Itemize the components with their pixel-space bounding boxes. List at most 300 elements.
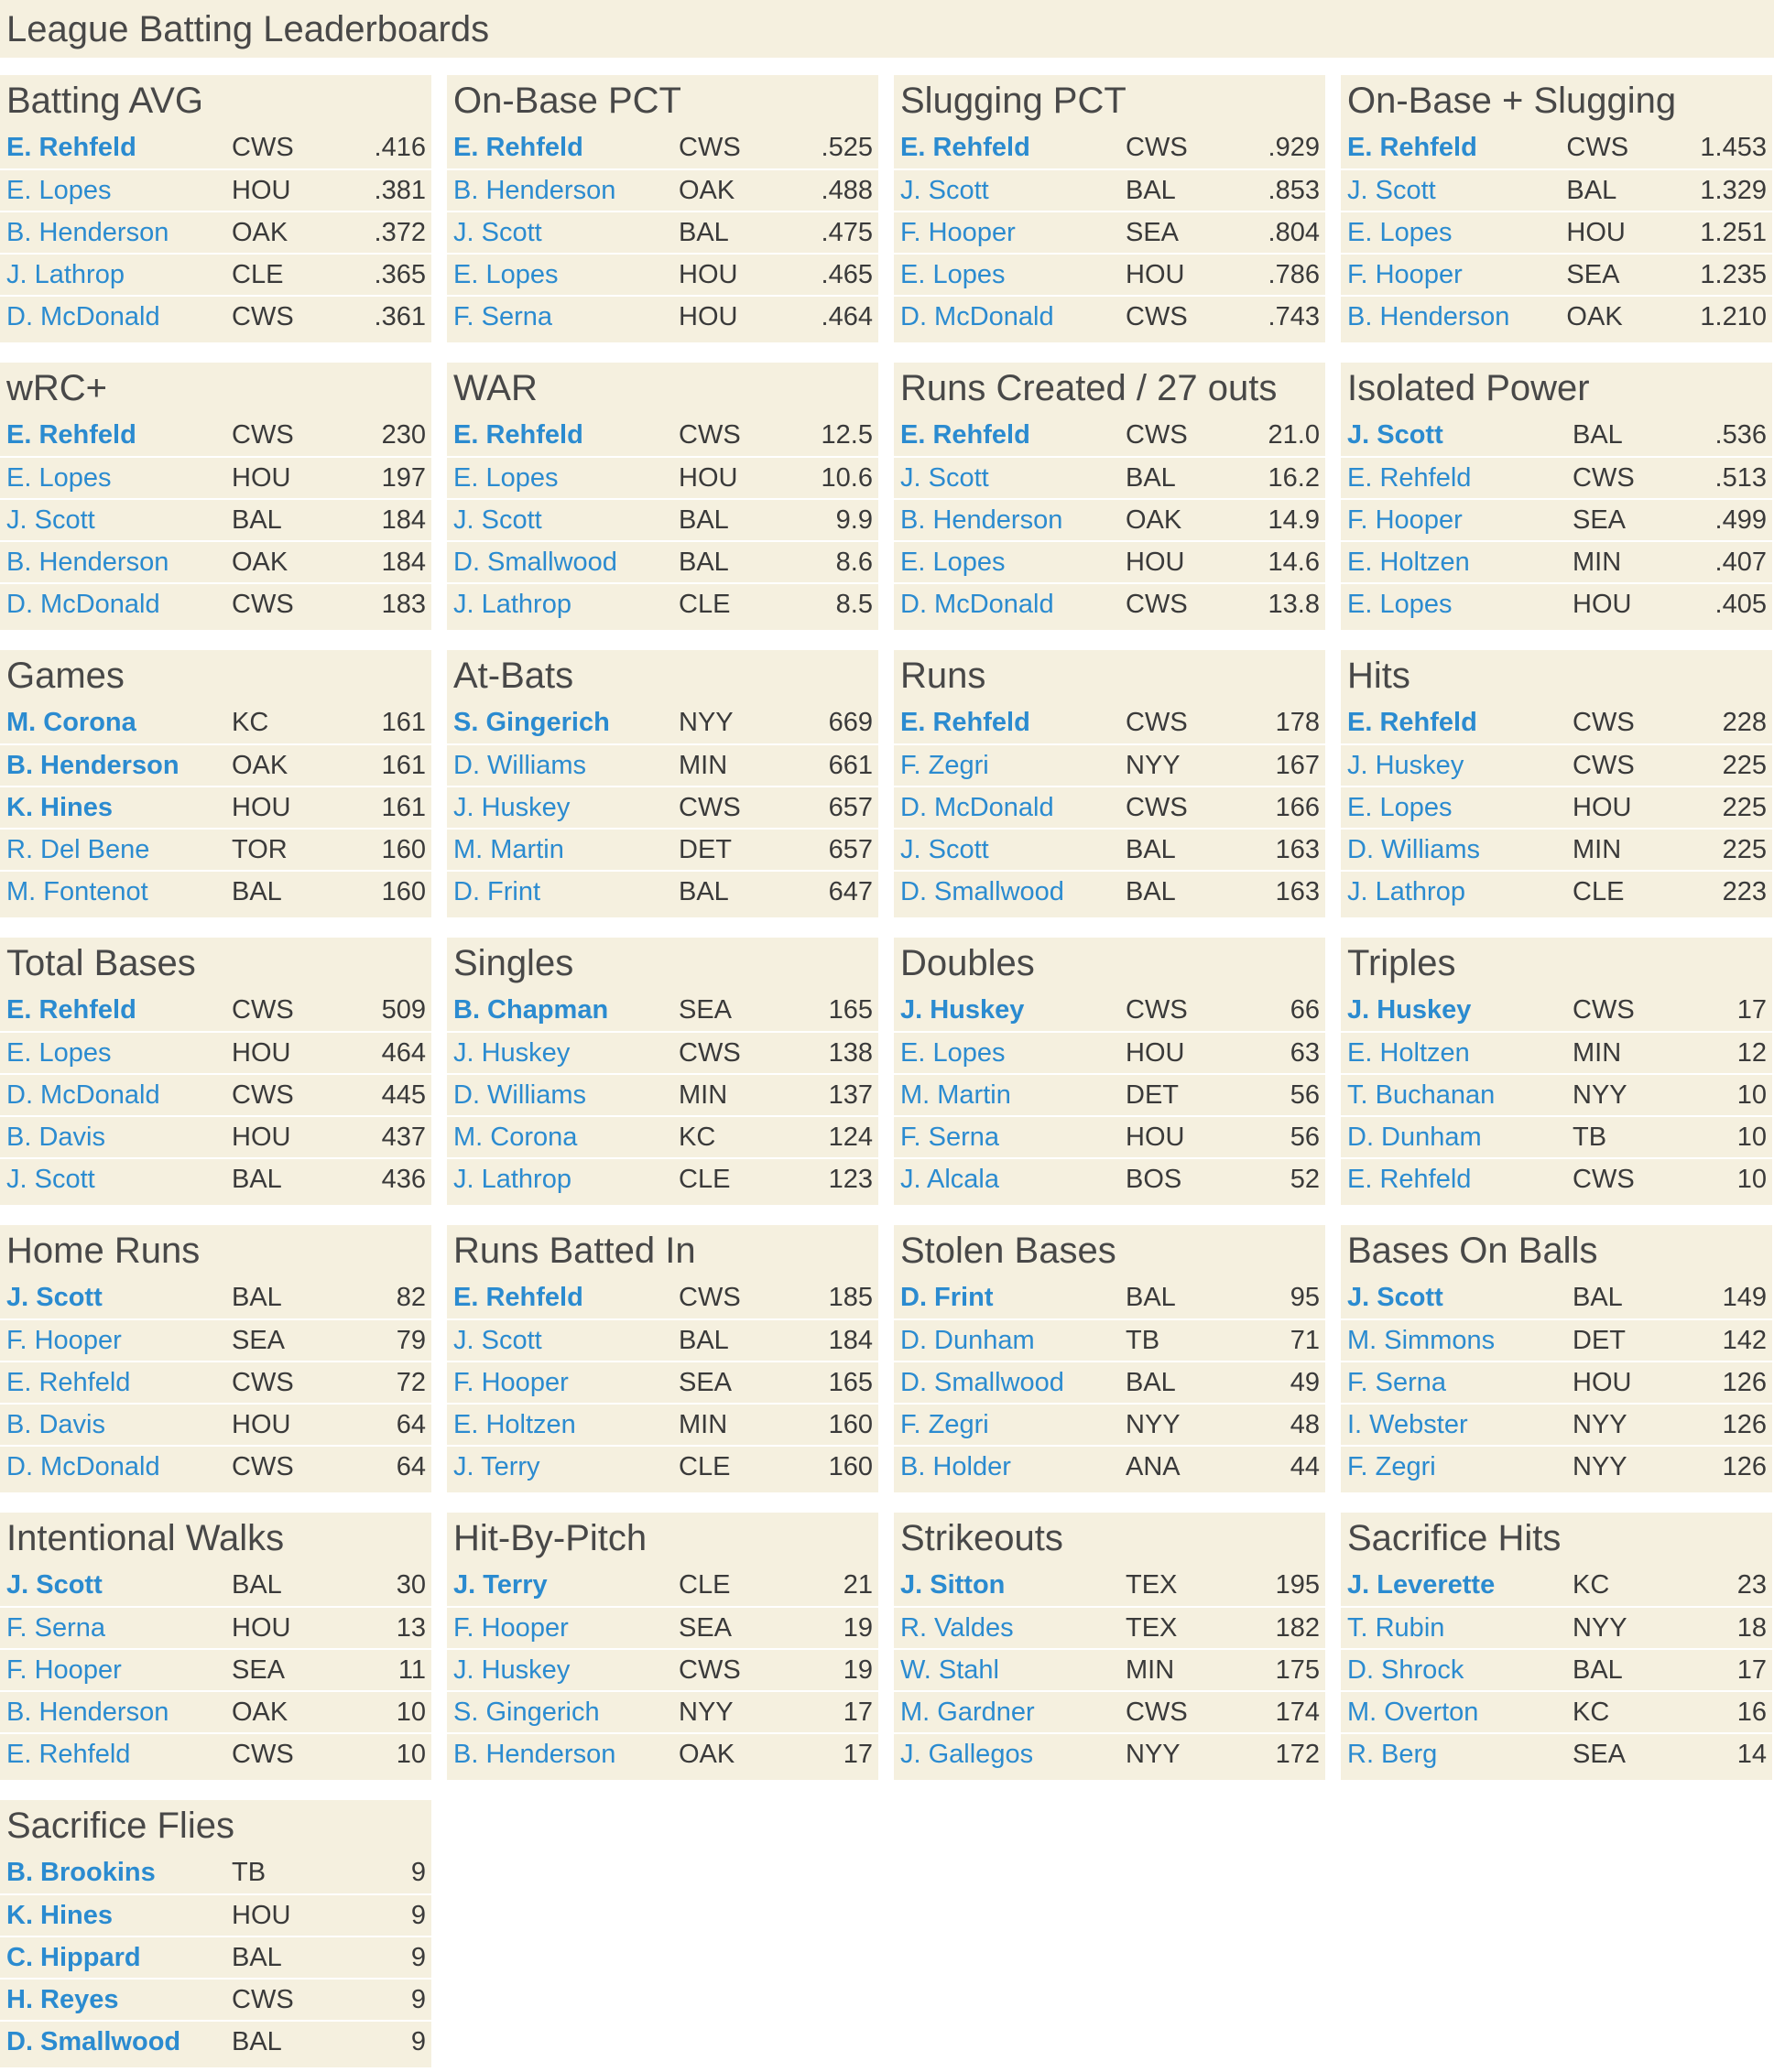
stat-value: 10 (396, 1739, 426, 1769)
player-link[interactable]: R. Valdes (900, 1612, 1014, 1643)
stat-value: 52 (1290, 1164, 1320, 1194)
team-abbrev: CWS (1573, 750, 1635, 780)
stat-value: 44 (1290, 1451, 1320, 1481)
stat-value: 223 (1722, 876, 1767, 906)
player-link[interactable]: E. Lopes (900, 547, 1006, 577)
stat-value: 657 (828, 792, 873, 822)
stat-value: 172 (1275, 1739, 1320, 1769)
stat-value: 10 (1736, 1164, 1767, 1194)
player-link[interactable]: J. Scott (1347, 419, 1443, 450)
team-abbrev: KC (1573, 1569, 1610, 1600)
leader-row (894, 126, 1325, 168)
team-abbrev: TB (1126, 1325, 1160, 1355)
player-link[interactable]: E. Rehfeld (900, 419, 1030, 450)
player-link[interactable]: B. Henderson (900, 504, 1063, 535)
player-link[interactable]: J. Lathrop (453, 589, 571, 619)
stat-value: 1.210 (1700, 301, 1767, 331)
team-abbrev: HOU (1126, 1122, 1185, 1152)
leader-row (1341, 1073, 1772, 1115)
leaderboard-panel (0, 938, 431, 1205)
stat-value: 64 (396, 1409, 426, 1439)
player-link[interactable]: K. Hines (6, 1900, 114, 1930)
player-link[interactable]: J. Scott (900, 462, 989, 493)
player-link[interactable]: E. Rehfeld (1347, 707, 1477, 737)
leader-row (447, 1564, 878, 1606)
player-link[interactable]: B. Holder (900, 1451, 1011, 1481)
leaderboard-title: Hits (1347, 656, 1410, 696)
player-link[interactable]: E. Lopes (900, 259, 1006, 289)
player-link[interactable]: J. Lathrop (453, 1164, 571, 1194)
team-abbrev: CWS (232, 301, 294, 331)
player-link[interactable]: S. Gingerich (453, 1697, 600, 1727)
player-link[interactable]: E. Holtzen (453, 1409, 576, 1439)
player-link[interactable]: B. Henderson (1347, 301, 1510, 331)
team-abbrev: HOU (1573, 1367, 1632, 1397)
leader-row (0, 1318, 431, 1361)
player-link[interactable]: D. McDonald (6, 1451, 160, 1481)
leader-row (1341, 743, 1772, 786)
leader-row (447, 701, 878, 743)
stat-value: 64 (396, 1451, 426, 1481)
leaderboard-title: On-Base + Slugging (1347, 81, 1677, 121)
player-link[interactable]: E. Rehfeld (1347, 132, 1477, 162)
player-link[interactable]: D. Frint (900, 1282, 994, 1312)
leader-row (1341, 1606, 1772, 1648)
leaderboard-rows (0, 701, 431, 912)
leader-row (1341, 126, 1772, 168)
stat-value: 669 (828, 707, 873, 737)
team-abbrev: CWS (1573, 462, 1635, 493)
player-link[interactable]: D. Smallwood (6, 2026, 181, 2056)
team-abbrev: HOU (1566, 217, 1626, 247)
stat-value: .499 (1714, 504, 1767, 535)
stat-value: .475 (821, 217, 873, 247)
player-link[interactable]: D. Dunham (1347, 1122, 1482, 1152)
player-link[interactable]: E. Lopes (453, 259, 559, 289)
player-link[interactable]: I. Webster (1347, 1409, 1468, 1439)
player-link[interactable]: D. McDonald (900, 589, 1054, 619)
player-link[interactable]: J. Scott (1347, 1282, 1443, 1312)
leader-row (447, 1606, 878, 1648)
stat-value: .372 (374, 217, 426, 247)
player-link[interactable]: J. Terry (453, 1451, 540, 1481)
player-link[interactable]: F. Serna (900, 1122, 999, 1152)
leader-row (0, 414, 431, 456)
leaderboard-panel (1341, 1513, 1772, 1780)
team-abbrev: CLE (232, 259, 284, 289)
player-link[interactable]: M. Simmons (1347, 1325, 1496, 1355)
team-abbrev: BOS (1126, 1164, 1182, 1194)
leader-row (0, 168, 431, 211)
leaderboard-title: Sacrifice Hits (1347, 1518, 1562, 1558)
stat-value: 138 (828, 1037, 873, 1068)
player-link[interactable]: D. Shrock (1347, 1654, 1464, 1685)
player-link[interactable]: J. Leverette (1347, 1569, 1496, 1600)
player-link[interactable]: M. Martin (900, 1079, 1011, 1110)
team-abbrev: SEA (679, 994, 733, 1025)
leader-row (1341, 168, 1772, 211)
player-link[interactable]: E. Lopes (6, 462, 112, 493)
leader-row (0, 126, 431, 168)
leaderboard-panel (894, 75, 1325, 342)
team-abbrev: BAL (232, 876, 282, 906)
leaderboard-rows (0, 1851, 431, 2062)
team-abbrev: NYY (679, 1697, 734, 1727)
player-link[interactable]: E. Lopes (453, 462, 559, 493)
player-link[interactable]: E. Rehfeld (1347, 1164, 1472, 1194)
player-link[interactable]: D. Dunham (900, 1325, 1035, 1355)
team-abbrev: BAL (1566, 175, 1617, 205)
team-abbrev: CWS (1126, 419, 1188, 450)
player-link[interactable]: D. McDonald (6, 301, 160, 331)
team-abbrev: CWS (1126, 589, 1188, 619)
leaderboard-panel (0, 1225, 431, 1492)
leader-row (894, 1690, 1325, 1732)
player-link[interactable]: B. Henderson (453, 175, 616, 205)
team-abbrev: MIN (1573, 1037, 1622, 1068)
team-abbrev: CWS (232, 1451, 294, 1481)
team-abbrev: CWS (232, 1079, 294, 1110)
stat-value: .536 (1714, 419, 1767, 450)
stat-value: 8.5 (835, 589, 873, 619)
player-link[interactable]: B. Henderson (453, 1739, 616, 1769)
team-abbrev: DET (679, 834, 732, 864)
leader-row (1341, 253, 1772, 295)
leader-row (894, 701, 1325, 743)
leader-row (894, 498, 1325, 540)
player-link[interactable]: J. Scott (6, 1164, 95, 1194)
player-link[interactable]: J. Lathrop (1347, 876, 1465, 906)
team-abbrev: CWS (1573, 707, 1635, 737)
stat-value: 11 (397, 1654, 426, 1685)
team-abbrev: CWS (1126, 792, 1188, 822)
team-abbrev: HOU (232, 1612, 291, 1643)
leaderboard-title: WAR (453, 368, 538, 408)
player-link[interactable]: B. Henderson (6, 750, 180, 780)
player-link[interactable]: E. Lopes (1347, 217, 1453, 247)
leader-row (894, 168, 1325, 211)
team-abbrev: CWS (1573, 1164, 1635, 1194)
team-abbrev: DET (1573, 1325, 1626, 1355)
leader-row (447, 1115, 878, 1157)
team-abbrev: HOU (1126, 547, 1185, 577)
stat-value: 48 (1290, 1409, 1320, 1439)
team-abbrev: KC (1573, 1697, 1610, 1727)
leader-row (447, 989, 878, 1031)
player-link[interactable]: M. Martin (453, 834, 564, 864)
player-link[interactable]: D. McDonald (900, 301, 1054, 331)
player-link[interactable]: F. Hooper (6, 1325, 122, 1355)
team-abbrev: CWS (232, 1367, 294, 1397)
stat-value: 21.0 (1268, 419, 1320, 450)
player-link[interactable]: D. McDonald (6, 589, 160, 619)
leader-row (1341, 582, 1772, 624)
player-link[interactable]: E. Rehfeld (900, 707, 1030, 737)
stat-value: 1.453 (1700, 132, 1767, 162)
leaderboard-panel (447, 75, 878, 342)
player-link[interactable]: J. Scott (6, 1569, 103, 1600)
team-abbrev: CWS (232, 1739, 294, 1769)
leader-row (0, 743, 431, 786)
player-link[interactable]: J. Scott (900, 834, 989, 864)
player-link[interactable]: E. Rehfeld (6, 1739, 131, 1769)
leader-row (894, 456, 1325, 498)
player-link[interactable]: D. Frint (453, 876, 541, 906)
stat-value: 661 (828, 750, 873, 780)
player-link[interactable]: J. Scott (453, 1325, 542, 1355)
leader-row (1341, 1732, 1772, 1774)
player-link[interactable]: E. Lopes (6, 175, 112, 205)
player-link[interactable]: E. Rehfeld (6, 132, 136, 162)
player-link[interactable]: D. Williams (453, 750, 586, 780)
team-abbrev: CWS (1566, 132, 1629, 162)
team-abbrev: HOU (1126, 1037, 1185, 1068)
leaderboard-title: Strikeouts (900, 1518, 1063, 1558)
player-link[interactable]: D. Williams (1347, 834, 1480, 864)
stat-value: 21 (843, 1569, 873, 1600)
player-link[interactable]: J. Huskey (900, 994, 1025, 1025)
stat-value: 126 (1722, 1367, 1767, 1397)
leaderboard-panel (447, 363, 878, 630)
leader-row (894, 1031, 1325, 1073)
team-abbrev: HOU (232, 1409, 291, 1439)
team-abbrev: TEX (1126, 1569, 1178, 1600)
team-abbrev: HOU (679, 462, 738, 493)
player-link[interactable]: J. Lathrop (6, 259, 125, 289)
player-link[interactable]: R. Berg (1347, 1739, 1438, 1769)
leaderboard-rows (0, 989, 431, 1199)
player-link[interactable]: B. Henderson (6, 1697, 169, 1727)
player-link[interactable]: E. Rehfeld (6, 1367, 131, 1397)
leaderboard-title: wRC+ (6, 368, 108, 408)
team-abbrev: BAL (1126, 876, 1176, 906)
player-link[interactable]: J. Scott (6, 504, 95, 535)
leader-row (1341, 1564, 1772, 1606)
player-link[interactable]: J. Huskey (453, 1654, 571, 1685)
player-link[interactable]: B. Henderson (6, 217, 169, 247)
player-link[interactable]: J. Huskey (1347, 750, 1464, 780)
player-link[interactable]: E. Rehfeld (900, 132, 1030, 162)
player-link[interactable]: D. Smallwood (900, 1367, 1064, 1397)
player-link[interactable]: J. Scott (453, 504, 542, 535)
leader-row (1341, 456, 1772, 498)
player-link[interactable]: J. Huskey (453, 792, 571, 822)
player-link[interactable]: D. McDonald (6, 1079, 160, 1110)
leader-row (894, 582, 1325, 624)
player-link[interactable]: E. Rehfeld (1347, 462, 1472, 493)
stat-value: .416 (374, 132, 426, 162)
team-abbrev: SEA (232, 1325, 286, 1355)
player-link[interactable]: J. Scott (453, 217, 542, 247)
leader-row (1341, 540, 1772, 582)
player-link[interactable]: M. Gardner (900, 1697, 1035, 1727)
player-link[interactable]: W. Stahl (900, 1654, 999, 1685)
leader-row (894, 1276, 1325, 1318)
player-link[interactable]: J. Scott (6, 1282, 103, 1312)
stat-value: 30 (396, 1569, 426, 1600)
team-abbrev: KC (679, 1122, 716, 1152)
player-link[interactable]: F. Zegri (1347, 1451, 1436, 1481)
leader-row (1341, 1157, 1772, 1199)
leader-row (1341, 1276, 1772, 1318)
leaderboards-grid (0, 75, 1774, 2067)
stat-value: 95 (1290, 1282, 1320, 1312)
player-link[interactable]: E. Lopes (900, 1037, 1006, 1068)
player-link[interactable]: E. Holtzen (1347, 547, 1470, 577)
player-link[interactable]: J. Scott (1347, 175, 1436, 205)
stat-value: 174 (1275, 1697, 1320, 1727)
leaderboard-panel (447, 1513, 878, 1780)
stat-value: 1.235 (1700, 259, 1767, 289)
player-link[interactable]: E. Rehfeld (6, 419, 136, 450)
leader-row (447, 295, 878, 337)
player-link[interactable]: E. Lopes (1347, 792, 1453, 822)
player-link[interactable]: D. Williams (453, 1079, 586, 1110)
leaderboard-title: Sacrifice Flies (6, 1806, 234, 1846)
leader-row (0, 1690, 431, 1732)
leaderboard-title: Bases On Balls (1347, 1231, 1598, 1271)
player-link[interactable]: B. Brookins (6, 1857, 156, 1887)
team-abbrev: CLE (679, 1451, 731, 1481)
player-link[interactable]: J. Huskey (453, 1037, 571, 1068)
leaderboard-rows (0, 126, 431, 337)
stat-value: 160 (381, 834, 426, 864)
stat-value: 124 (828, 1122, 873, 1152)
leader-row (894, 1606, 1325, 1648)
stat-value: 13 (396, 1612, 426, 1643)
leader-row (0, 1073, 431, 1115)
player-link[interactable]: E. Lopes (1347, 589, 1453, 619)
player-link[interactable]: F. Hooper (900, 217, 1016, 247)
player-link[interactable]: F. Hooper (453, 1367, 569, 1397)
player-link[interactable]: M. Overton (1347, 1697, 1479, 1727)
player-link[interactable]: R. Del Bene (6, 834, 150, 864)
player-link[interactable]: F. Hooper (6, 1654, 122, 1685)
player-link[interactable]: M. Fontenot (6, 876, 148, 906)
leaderboard-title: Stolen Bases (900, 1231, 1116, 1271)
leader-row (894, 1361, 1325, 1403)
leaderboard-panel (894, 1225, 1325, 1492)
team-abbrev: CLE (679, 1569, 731, 1600)
leader-row (894, 414, 1325, 456)
leader-row (447, 1031, 878, 1073)
player-link[interactable]: F. Zegri (900, 1409, 989, 1439)
player-link[interactable]: S. Gingerich (453, 707, 610, 737)
player-link[interactable]: M. Corona (6, 707, 136, 737)
player-link[interactable]: F. Hooper (453, 1612, 569, 1643)
leader-row (447, 456, 878, 498)
player-link[interactable]: T. Buchanan (1347, 1079, 1496, 1110)
stat-value: 184 (828, 1325, 873, 1355)
stat-value: .804 (1268, 217, 1320, 247)
player-link[interactable]: F. Serna (453, 301, 552, 331)
stat-value: 445 (381, 1079, 426, 1110)
player-link[interactable]: H. Reyes (6, 1984, 119, 2014)
leaderboard-panel (447, 1225, 878, 1492)
leader-row (0, 701, 431, 743)
team-abbrev: CWS (679, 132, 741, 162)
player-link[interactable]: M. Corona (453, 1122, 578, 1152)
leader-row (894, 1073, 1325, 1115)
player-link[interactable]: E. Rehfeld (453, 419, 583, 450)
stat-value: 19 (843, 1654, 873, 1685)
team-abbrev: SEA (1573, 504, 1627, 535)
leaderboard-title: Intentional Walks (6, 1518, 285, 1558)
stat-value: 126 (1722, 1451, 1767, 1481)
leaderboard-panel (1341, 75, 1772, 342)
team-abbrev: NYY (1126, 750, 1181, 780)
player-link[interactable]: B. Davis (6, 1122, 105, 1152)
stat-value: 183 (381, 589, 426, 619)
player-link[interactable]: F. Serna (6, 1612, 105, 1643)
stat-value: 79 (396, 1325, 426, 1355)
leader-row (447, 540, 878, 582)
player-link[interactable]: J. Scott (900, 175, 989, 205)
team-abbrev: BAL (679, 547, 729, 577)
player-link[interactable]: B. Davis (6, 1409, 105, 1439)
leaderboard-panel (1341, 1225, 1772, 1492)
player-link[interactable]: E. Rehfeld (453, 132, 583, 162)
player-link[interactable]: E. Rehfeld (453, 1282, 583, 1312)
stat-value: 142 (1722, 1325, 1767, 1355)
stat-value: 657 (828, 834, 873, 864)
player-link[interactable]: D. McDonald (900, 792, 1054, 822)
leader-row (0, 1564, 431, 1606)
team-abbrev: BAL (232, 1942, 282, 1972)
player-link[interactable]: F. Hooper (1347, 504, 1463, 535)
leaderboard-rows (447, 701, 878, 912)
stat-value: 178 (1275, 707, 1320, 737)
leaderboard-title: Runs (900, 656, 986, 696)
player-link[interactable]: D. Smallwood (453, 547, 617, 577)
stat-value: 14.9 (1268, 504, 1320, 535)
player-link[interactable]: J. Alcala (900, 1164, 999, 1194)
player-link[interactable]: J. Sitton (900, 1569, 1006, 1600)
player-link[interactable]: F. Hooper (1347, 259, 1463, 289)
player-link[interactable]: E. Rehfeld (6, 994, 136, 1025)
player-link[interactable]: B. Chapman (453, 994, 609, 1025)
player-link[interactable]: C. Hippard (6, 1942, 141, 1972)
leader-row (894, 870, 1325, 912)
team-abbrev: BAL (679, 1325, 729, 1355)
stat-value: .407 (1714, 547, 1767, 577)
team-abbrev: BAL (1126, 1282, 1176, 1312)
player-link[interactable]: B. Henderson (6, 547, 169, 577)
leader-row (447, 1073, 878, 1115)
player-link[interactable]: E. Holtzen (1347, 1037, 1470, 1068)
player-link[interactable]: J. Huskey (1347, 994, 1472, 1025)
stat-value: 19 (843, 1612, 873, 1643)
leader-row (447, 870, 878, 912)
player-link[interactable]: J. Terry (453, 1569, 548, 1600)
stat-value: 12 (1736, 1037, 1767, 1068)
leaderboard-title: Batting AVG (6, 81, 203, 121)
stat-value: 66 (1290, 994, 1320, 1025)
leader-row (0, 786, 431, 828)
player-link[interactable]: J. Gallegos (900, 1739, 1034, 1769)
team-abbrev: CLE (1573, 876, 1625, 906)
player-link[interactable]: T. Rubin (1347, 1612, 1445, 1643)
player-link[interactable]: E. Lopes (6, 1037, 112, 1068)
player-link[interactable]: F. Serna (1347, 1367, 1446, 1397)
team-abbrev: MIN (679, 1079, 728, 1110)
player-link[interactable]: K. Hines (6, 792, 114, 822)
player-link[interactable]: D. Smallwood (900, 876, 1064, 906)
player-link[interactable]: F. Zegri (900, 750, 989, 780)
leader-row (0, 582, 431, 624)
leader-row (447, 1276, 878, 1318)
leader-row (0, 2020, 431, 2062)
